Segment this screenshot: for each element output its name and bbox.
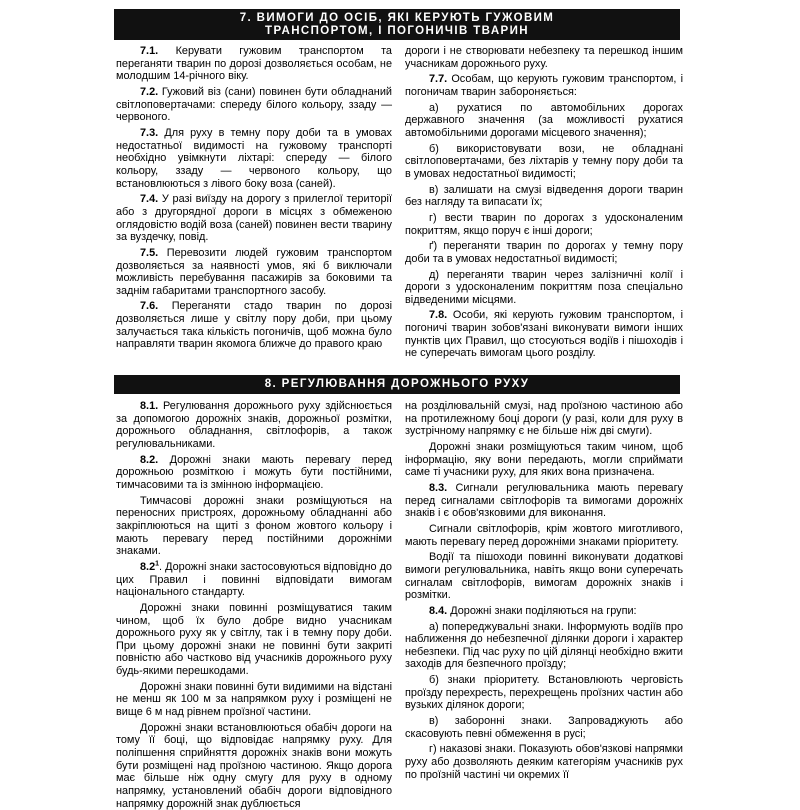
- clause-text: ґ) переганяти тварин по дорогах у темну пору доби та в умовах недостатньої видимості;: [405, 240, 683, 265]
- clause-number: 7.8.: [429, 309, 448, 322]
- paragraph: [116, 247, 392, 298]
- section-7-heading-line-1: 7. ВИМОГИ ДО ОСІБ, ЯКІ КЕРУЮТЬ ГУЖОВИМ: [239, 12, 555, 24]
- clause-number: 8.3.: [429, 481, 448, 494]
- section-7-left-column: [116, 45, 392, 367]
- clause-text: Тимчасові дорожні знаки розміщуються на переносних пристроях, дорожньому обладнанні або закріплюються на щиті з фоном жовтого кольору і мають перевагу перед постійними дорожніми знаками.: [116, 494, 392, 558]
- paragraph: [116, 454, 392, 492]
- clause-number: 7.4.: [140, 193, 159, 206]
- paragraph: [405, 400, 683, 438]
- clause-text: б) знаки пріоритету. Встановлюють черговість проїзду перехресть, перехрещень проїзних частин або вузьких ділянок дороги;: [405, 674, 683, 712]
- clause-text: Регулювання дорожнього руху здійснюється за допомогою дорожніх знаків, дорожньої розмітки, дорожнього обладнання, світлофорів, а також регулювальниками.: [116, 400, 393, 450]
- paragraph: [116, 495, 392, 558]
- paragraph: [405, 743, 683, 781]
- clause-text: д) переганяти тварин через залізничні колії і дороги з удосконаленим покриттям поза спеціально відведеними місцями.: [405, 268, 683, 306]
- paragraph: [116, 722, 392, 810]
- clause-number: 7.2.: [140, 85, 159, 98]
- paragraph: [405, 45, 683, 70]
- clause-number: 7.5.: [140, 246, 159, 259]
- clause-number-superscript: 1: [155, 560, 160, 568]
- clause-text: Дорожні знаки мають перевагу перед дорожньою розміткою і можуть бути постійними, тимчасовими та із змінною інформацією.: [116, 453, 393, 491]
- paragraph: [116, 400, 392, 451]
- clause-text: Водії та пішоходи повинні виконувати додаткові вимоги регулювальника, навіть якщо вони суперечать сигналам світлофорів, вимогам дорожніх знаків і розмітки.: [405, 551, 683, 602]
- paragraph: [405, 102, 683, 140]
- clause-text: Гужовий віз (сани) повинен бути обладнаний світлоповертачами: спереду білого кольору, ззаду — червоного.: [116, 85, 392, 124]
- paragraph: [405, 605, 683, 618]
- clause-text: Дорожні знаки встановлюються обабіч дороги на тому її боці, що відповідає напрямку руху. Для поліпшення сприйняття дорожніх знаків вони можуть бути розміщені над проїзною частиною. Якщо дорога має більше ніж одну смугу для руху в одному напрямку, установлений обабіч дороги відповідного напрямку дорожній знак дублюється: [116, 721, 392, 810]
- section-8-heading-text: 8. РЕГУЛЮВАННЯ ДОРОЖНЬОГО РУХУ: [264, 378, 530, 390]
- paragraph: [405, 240, 683, 265]
- paragraph: [116, 193, 392, 244]
- clause-text: Дорожні знаки розміщуються таким чином, щоб інформацію, яку вони передають, могли сприймати саме ті учасники руху, для яких вона призначена.: [405, 440, 683, 479]
- clause-text: в) заборонні знаки. Запроваджують або скасовують певні обмеження в русі;: [405, 715, 683, 740]
- section-7-right-column: [405, 45, 683, 367]
- clause-text: г) наказові знаки. Показують обов'язкові напрямки руху або дозволяють деяким категоріям учасників рух по проїзній частині чи окремих її: [405, 743, 683, 781]
- clause-text: Перевозити людей гужовим транспортом дозволяється за наявності умов, які б виключали можливість перебування пасажирів за боковими та заднім габаритами транспортного засобу.: [116, 246, 392, 297]
- paragraph: [116, 45, 392, 83]
- paragraph: [116, 602, 392, 678]
- section-8-right-column: [405, 400, 683, 796]
- paragraph: [405, 441, 683, 479]
- clause-text: Особи, які керують гужовим транспортом, і погоничі тварин зобов'язані виконувати вимоги інших пунктів цих Правил, що стосуються водіїв і пішоходів і не суперечать вимогам цього розділу.: [405, 309, 684, 360]
- clause-number: 7.7.: [429, 73, 448, 86]
- clause-text: дороги і не створювати небезпеку та перешкод іншим учасникам дорожнього руху.: [405, 45, 683, 70]
- clause-text: Дорожні знаки застосовуються відповідно до цих Правил і повинні відповідати вимогам національного стандарту.: [116, 560, 392, 599]
- paragraph: [405, 269, 683, 307]
- clause-text: а) рухатися по автомобільних дорогах державного значення (за можливості рухатися автомобільними дорогами місцевого значення);: [405, 101, 683, 139]
- clause-number: 8.2.: [140, 453, 159, 466]
- section-8-heading: [114, 375, 680, 394]
- clause-text: У разі виїзду на дорогу з прилеглої території або з другорядної дороги в місцях з обмеженою оглядовістю водій воза (саней) повинен вести тварину за вуздечку, повід.: [116, 193, 392, 244]
- paragraph: [405, 73, 683, 98]
- paragraph: [405, 674, 683, 712]
- paragraph: [405, 212, 683, 237]
- clause-text: Сигнали світлофорів, крім жовтого миготливого, мають перевагу перед дорожніми знаками пріоритету.: [405, 522, 683, 548]
- clause-text: Сигнали регулювальника мають перевагу перед сигналами світлофорів та вимогами дорожніх знаків і є обов'язковими для виконання.: [405, 481, 683, 520]
- section-7-heading-line-2: ТРАНСПОРТОМ, І ПОГОНИЧІВ ТВАРИН: [265, 25, 529, 37]
- paragraph: [116, 127, 392, 190]
- paragraph: [116, 300, 392, 351]
- paragraph: $8.2^1$. Дорожні знаки застосовуються відповідно до цих Правил і повинні відповідати вимогам національного стандарту.: [116, 560, 392, 599]
- clause-text: Дорожні знаки повинні бути видимими на відстані не менш як 100 м за напрямком руху і розміщені не вище 6 м над рівнем проїзної частини.: [116, 680, 392, 719]
- clause-text: б) використовувати вози, не обладнані світлоповертачами, без ліхтарів у темну пору доби та в умовах недостатньої видимості;: [405, 142, 683, 180]
- clause-number: 8.4.: [429, 604, 448, 617]
- clause-text: Переганяти стадо тварин по дорозі дозволяється лише у світлу пору доби, при цьому залучається така кількість погоничів, щоб можна було направляти тварин якомога ближче до правого краю: [116, 300, 392, 351]
- paragraph: [405, 551, 683, 602]
- clause-text: Керувати гужовим транспортом та переганяти тварин по дорозі дозволяється особам, не молодшим 14-річного віку.: [116, 45, 392, 83]
- paragraph: [405, 143, 683, 181]
- section-7-heading: [114, 9, 680, 40]
- clause-text: Дорожні знаки повинні розміщуватися таким чином, щоб їх було добре видно учасникам дорожнього руху як у світлу, так і в темну пору доби. При цьому дорожні знаки не повинні бути закриті повністю або частково від учасників дорожнього руху будь-якими перешкодами.: [116, 601, 392, 678]
- clause-number: 7.6.: [140, 300, 159, 313]
- clause-text: а) попереджувальні знаки. Інформують водіїв про наближення до небезпечної ділянки дороги і характер небезпеки. Під час руху по цій ділянці необхідно вжити заходів для безпечного проїзду;: [405, 620, 683, 671]
- paragraph: [116, 86, 392, 124]
- paragraph: [405, 621, 683, 672]
- clause-text: в) залишати на смузі відведення дороги тварин без нагляду та випасати їх;: [405, 183, 683, 209]
- paragraph: [405, 715, 683, 740]
- clause-text: Для руху в темну пору доби та в умовах недостатньої видимості на гужовому транспорті необхідно увімкнути ліхтарі: спереду — білого кольору, ззаду — червоного кольору, що встановлюються з лівого боку воза (саней).: [116, 126, 392, 190]
- clause-number: 7.3.: [140, 126, 159, 139]
- paragraph: [116, 681, 392, 719]
- clause-number: 8.2: [140, 560, 156, 573]
- paragraph: [405, 523, 683, 548]
- clause-text: г) вести тварин по дорогах з удосконаленим покриттям, якщо поруч є інші дороги;: [405, 211, 683, 237]
- clause-number: 7.1.: [140, 45, 159, 57]
- paragraph: [405, 309, 683, 360]
- clause-text: Дорожні знаки поділяються на групи:: [450, 604, 637, 617]
- section-8-left-column: [116, 400, 393, 810]
- paragraph: [405, 482, 683, 520]
- paragraph: [405, 184, 683, 209]
- clause-text: Особам, що керують гужовим транспортом, і погоничам тварин забороняється:: [405, 73, 683, 98]
- clause-text: на розділювальній смузі, над проїзною частиною або на протилежному боці дороги (у разі, коли для руху в зустрічному напрямку є не більше ніж дві смуги).: [405, 400, 683, 438]
- clause-number: 8.1.: [140, 400, 159, 412]
